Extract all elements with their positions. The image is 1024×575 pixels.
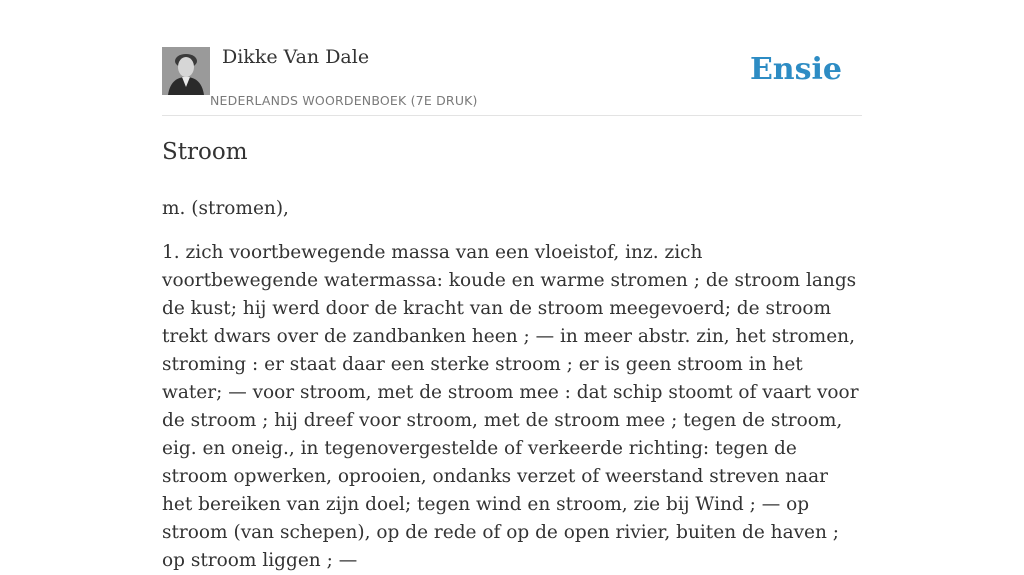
page-header [162, 0, 862, 116]
entry-title: Stroom [162, 139, 248, 165]
dictionary-source[interactable]: NEDERLANDS WOORDENBOEK (7E DRUK) [210, 93, 478, 108]
entry-grammar: m. (stromen), [162, 198, 289, 219]
page-container [162, 0, 862, 571]
entry-definition: 1. zich voortbewegende massa van een vloeistof, inz. zich voortbewegende watermassa: koude en warme stromen ; de stroom langs de kust; hij werd door de kracht van de stroom meegevoerd; de stroom trekt dwars over de zandbanken heen ; — in meer abstr. zin, het stromen, stroming : er staat daar een sterke stroom ; er is geen stroom in het water; — voor stroom, met de stroom mee : dat schip stoomt of vaart voor de stroom ; hij dreef voor stroom, met de stroom mee ; tegen de stroom, eig. en oneig., in tegenovergestelde of verkeerde richting: tegen de stroom opwerken, oprooien, ondanks verzet of weerstand streven naar het bereiken van zijn doel; tegen wind en stroom, zie bij Wind ; — op stroom (van schepen), op de rede of op de open rivier, buiten de haven ; op stroom liggen ; — [162, 242, 859, 571]
author-avatar[interactable] [162, 47, 210, 95]
portrait-photo-icon [162, 47, 210, 95]
ensie-logo[interactable]: Ensie [749, 52, 842, 87]
author-name[interactable]: Dikke Van Dale [222, 46, 370, 68]
